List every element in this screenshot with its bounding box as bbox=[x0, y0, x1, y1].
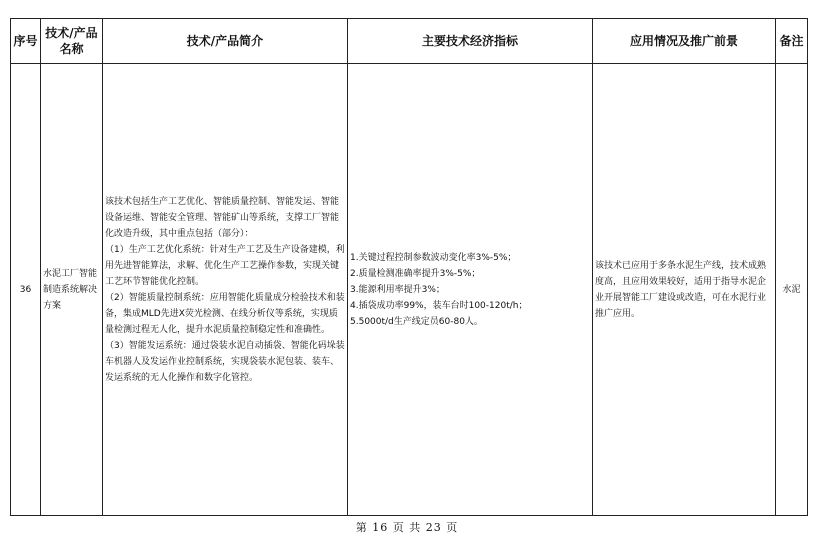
intro-paragraph: （3）智能发运系统：通过袋装水泥自动插袋、智能化码垛装车机器人及发运作业控制系统，实现袋装水泥包装、装车、发运系统的无人化操作和数字化管控。 bbox=[105, 340, 345, 383]
header-remarks: 备注 bbox=[776, 19, 808, 64]
table-row bbox=[11, 64, 808, 516]
indicator-item: 1.关键过程控制参数波动变化率3%-5%； bbox=[350, 252, 517, 263]
intro-paragraph: （1）生产工艺优化系统：针对生产工艺及生产设备建模，利用先进智能算法，求解、优化生产工艺操作参数，实现关键工艺环节智能优化控制。 bbox=[105, 244, 345, 287]
technology-table bbox=[10, 18, 808, 516]
table-header-row bbox=[11, 19, 808, 64]
indicator-item: 5.5000t/d生产线定员60-80人。 bbox=[350, 316, 483, 327]
cell-intro bbox=[103, 64, 348, 516]
cell-remarks: 水泥 bbox=[776, 64, 808, 516]
header-application: 应用情况及推广前景 bbox=[593, 19, 776, 64]
page-number-footer: 第 16 页 共 23 页 bbox=[355, 521, 459, 534]
indicator-item: 3.能源利用率提升3%； bbox=[350, 284, 445, 295]
indicator-item: 2.质量检测准确率提升3%-5%； bbox=[350, 268, 481, 279]
intro-paragraph: （2）智能质量控制系统：应用智能化质量成分检验技术和装备，集成MLD先进X荧光检测、在线分析仪等系统，实现质量检测过程无人化，提升水泥质量控制稳定性和准确性。 bbox=[105, 292, 345, 335]
cell-seq: 36 bbox=[11, 64, 41, 516]
header-name: 技术/产品名称 bbox=[41, 19, 103, 64]
header-seq: 序号 bbox=[11, 19, 41, 64]
indicator-item: 4.插袋成功率99%，装车台时100-120t/h； bbox=[350, 300, 528, 311]
intro-paragraph: 该技术包括生产工艺优化、智能质量控制、智能发运、智能设备运维、智能安全管理、智能矿山等系统，支撑工厂智能化改造升级，其中重点包括（部分）： bbox=[105, 196, 340, 239]
cell-name: 水泥工厂智能制造系统解决方案 bbox=[41, 64, 103, 516]
header-indicators: 主要技术经济指标 bbox=[348, 19, 593, 64]
header-intro: 技术/产品简介 bbox=[103, 19, 348, 64]
cell-application: 该技术已应用于多条水泥生产线，技术成熟度高，且应用效果较好，适用于指导水泥企业开展智能工厂建设或改造，可在水泥行业推广应用。 bbox=[593, 64, 776, 516]
cell-indicators bbox=[348, 64, 593, 516]
